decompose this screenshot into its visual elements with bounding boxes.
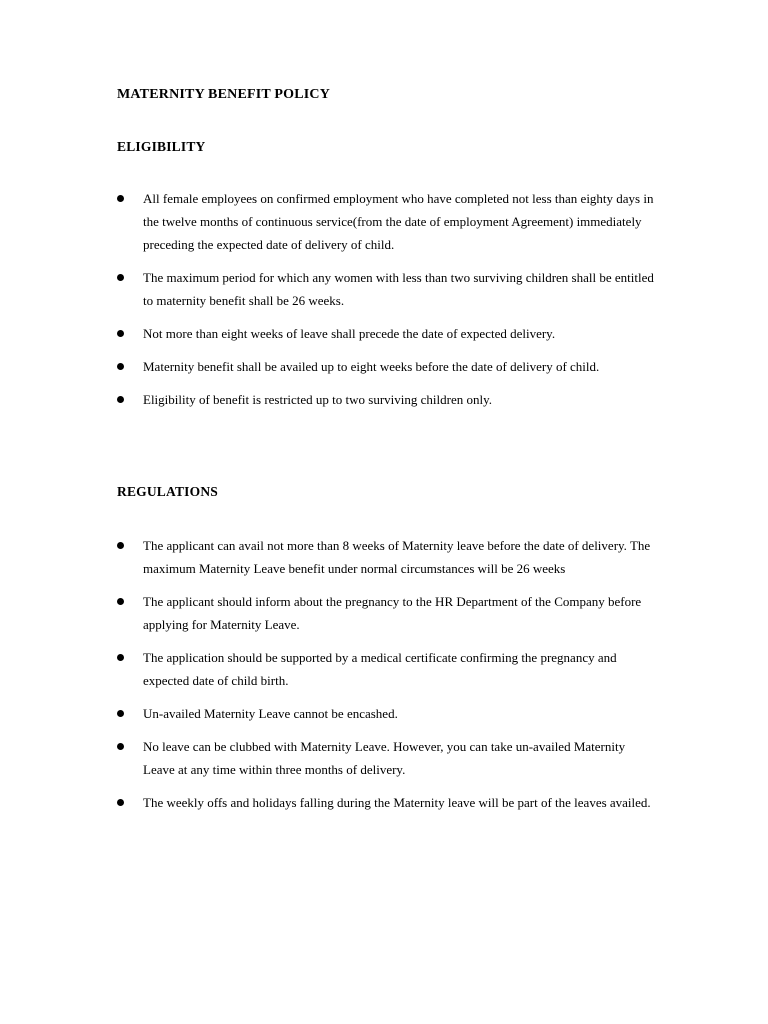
bullet-dot-icon — [117, 363, 124, 370]
list-item-text: Maternity benefit shall be availed up to eight weeks before the date of delivery of child. — [143, 359, 600, 374]
regulations-list-item — [117, 735, 657, 781]
list-item-text: Un-availed Maternity Leave cannot be encashed. — [143, 706, 398, 721]
eligibility-list — [117, 187, 657, 421]
section-heading-eligibility: ELIGIBILITY — [117, 139, 206, 154]
list-item-text: The application should be supported by a medical certificate confirming the pregnancy and expected date of child birth. — [143, 650, 617, 688]
list-item-text: The weekly offs and holidays falling during the Maternity leave will be part of the leaves availed. — [143, 795, 651, 810]
bullet-dot-icon — [117, 542, 124, 549]
list-item-text: The applicant can avail not more than 8 weeks of Maternity leave before the date of delivery. The maximum Maternity Leave benefit under normal circumstances will be 26 weeks — [143, 538, 651, 576]
document-title: MATERNITY BENEFIT POLICY — [117, 87, 331, 102]
bullet-dot-icon — [117, 396, 124, 403]
bullet-dot-icon — [117, 598, 124, 605]
bullet-dot-icon — [117, 330, 124, 337]
eligibility-list-item — [117, 355, 657, 378]
bullet-dot-icon — [117, 654, 124, 661]
section-heading-regulations: REGULATIONS — [117, 484, 218, 499]
regulations-list-item — [117, 791, 657, 814]
bullet-dot-icon — [117, 274, 124, 281]
list-item-text: No leave can be clubbed with Maternity Leave. However, you can take un-availed Maternity Leave at any time within three months of delivery. — [143, 739, 626, 777]
eligibility-list-item — [117, 187, 657, 256]
bullet-dot-icon — [117, 710, 124, 717]
list-item-text: Not more than eight weeks of leave shall precede the date of expected delivery. — [143, 326, 556, 341]
list-item-text: The applicant should inform about the pregnancy to the HR Department of the Company before applying for Maternity Leave. — [143, 594, 642, 632]
bullet-dot-icon — [117, 743, 124, 750]
regulations-list-item — [117, 534, 657, 580]
regulations-list — [117, 534, 657, 824]
eligibility-list-item — [117, 266, 657, 312]
list-item-text: All female employees on confirmed employment who have completed not less than eighty days in the twelve months of continuous service(from the date of employment Agreement) immediately preceding the expected date of delivery of child. — [143, 191, 654, 252]
bullet-dot-icon — [117, 195, 124, 202]
list-item-text: The maximum period for which any women with less than two surviving children shall be entitled to maternity benefit shall be 26 weeks. — [143, 270, 654, 308]
regulations-list-item — [117, 590, 657, 636]
eligibility-list-item — [117, 322, 657, 345]
bullet-dot-icon — [117, 799, 124, 806]
eligibility-list-item — [117, 388, 657, 411]
list-item-text: Eligibility of benefit is restricted up to two surviving children only. — [143, 392, 493, 407]
regulations-list-item — [117, 646, 657, 692]
regulations-list-item — [117, 702, 657, 725]
